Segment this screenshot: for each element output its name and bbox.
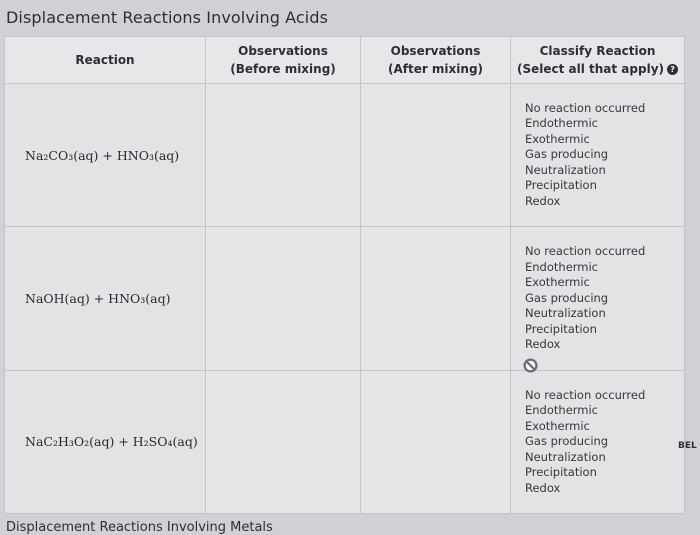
option-precipitation[interactable]: Precipitation xyxy=(525,321,597,336)
classify-options xyxy=(525,101,684,210)
help-icon[interactable]: ? xyxy=(667,64,678,75)
observations-after-input[interactable] xyxy=(361,370,511,513)
observations-before-input[interactable] xyxy=(206,370,361,513)
table-header-row xyxy=(5,37,685,84)
option-gas-producing[interactable]: Gas producing xyxy=(525,434,609,449)
observations-after-input[interactable] xyxy=(361,84,511,227)
page-title: Displacement Reactions Involving Acids xyxy=(6,8,329,27)
reaction-cell: NaOH(aq) + HNO₃(aq) xyxy=(5,227,206,370)
table-row xyxy=(5,370,685,513)
option-exothermic[interactable]: Exothermic xyxy=(525,275,590,290)
header-observations-after xyxy=(361,37,511,84)
option-precipitation[interactable]: Precipitation xyxy=(525,178,597,193)
option-exothermic[interactable]: Exothermic xyxy=(525,418,590,433)
reactions-table xyxy=(4,36,685,514)
reaction-cell: Na₂CO₃(aq) + HNO₃(aq) xyxy=(5,84,206,227)
header-observations-after-line1: Observations xyxy=(390,44,481,58)
option-gas-producing[interactable]: Gas producing xyxy=(525,147,609,162)
option-neutralization[interactable]: Neutralization xyxy=(525,449,606,464)
header-observations-before xyxy=(206,37,361,84)
not-allowed-cursor-icon xyxy=(523,358,538,373)
option-neutralization[interactable]: Neutralization xyxy=(525,162,606,177)
header-observations-after-line2: (After mixing) xyxy=(387,62,484,76)
header-reaction: Reaction xyxy=(5,37,206,84)
option-precipitation[interactable]: Precipitation xyxy=(525,465,597,480)
classify-options xyxy=(525,244,684,353)
observations-after-input[interactable] xyxy=(361,227,511,370)
option-no-reaction[interactable]: No reaction occurred xyxy=(525,100,646,115)
option-redox[interactable]: Redox xyxy=(525,337,561,352)
option-endothermic[interactable]: Endothermic xyxy=(525,116,599,131)
header-classify-reaction xyxy=(511,37,685,84)
classify-cell xyxy=(511,227,685,370)
option-gas-producing[interactable]: Gas producing xyxy=(525,290,609,305)
option-no-reaction[interactable]: No reaction occurred xyxy=(525,244,646,259)
option-redox[interactable]: Redox xyxy=(525,193,561,208)
table-row xyxy=(5,84,685,227)
option-exothermic[interactable]: Exothermic xyxy=(525,131,590,146)
reactions-table-container xyxy=(4,36,684,514)
option-no-reaction[interactable]: No reaction occurred xyxy=(525,387,646,402)
side-tab-label[interactable]: BEL xyxy=(678,441,697,451)
option-endothermic[interactable]: Endothermic xyxy=(525,403,599,418)
header-observations-before-line2: (Before mixing) xyxy=(230,62,336,76)
header-observations-before-line1: Observations xyxy=(238,44,328,58)
classify-options xyxy=(525,388,684,497)
table-row xyxy=(5,227,685,370)
observations-before-input[interactable] xyxy=(206,84,361,227)
observations-before-input[interactable] xyxy=(206,227,361,370)
option-endothermic[interactable]: Endothermic xyxy=(525,259,599,274)
header-classify-line2: (Select all that apply) xyxy=(516,62,665,76)
classify-cell xyxy=(511,370,685,513)
option-neutralization[interactable]: Neutralization xyxy=(525,306,606,321)
classify-cell xyxy=(511,84,685,227)
reaction-cell: NaC₂H₃O₂(aq) + H₂SO₄(aq) xyxy=(5,370,206,513)
option-redox[interactable]: Redox xyxy=(525,480,561,495)
header-classify-line1: Classify Reaction xyxy=(539,44,656,58)
section-title-metals: Displacement Reactions Involving Metals xyxy=(6,520,273,535)
